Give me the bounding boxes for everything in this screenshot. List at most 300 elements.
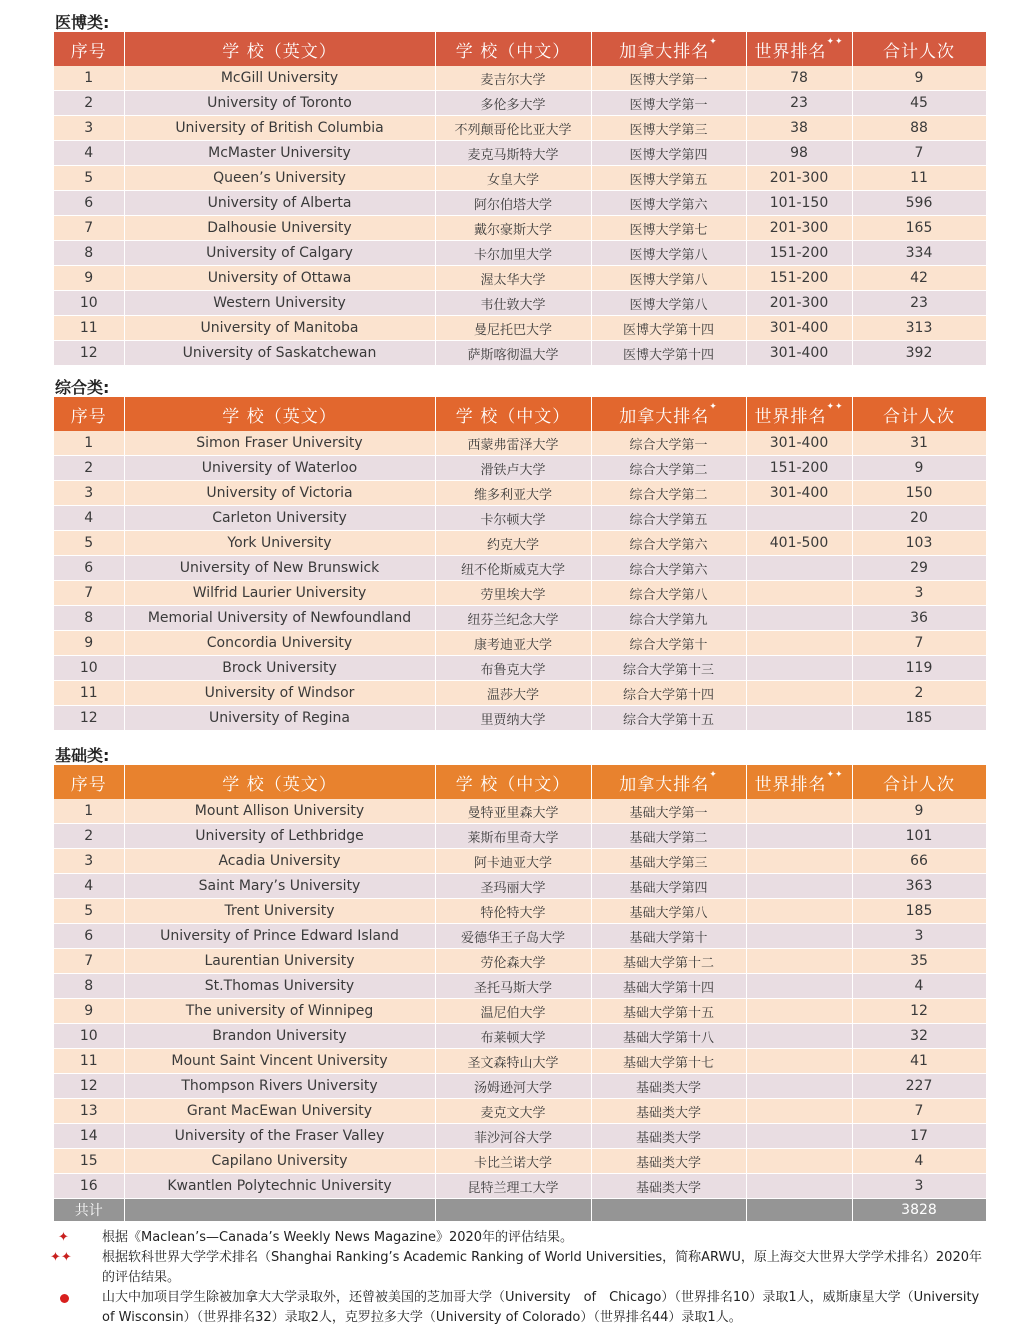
header-school-en: 学 校（英文） (124, 32, 435, 66)
cell-world-rank: 151-200 (746, 266, 852, 291)
section-title-medical: 医博类: (55, 13, 110, 32)
primary-table-body (54, 799, 986, 1199)
double-maple-leaf-icon: ✦✦ (826, 769, 844, 780)
cell-world-rank: 98 (746, 141, 852, 166)
cell-total: 9 (852, 66, 986, 91)
cell-index: 7 (54, 581, 124, 606)
cell-index: 3 (54, 481, 124, 506)
cell-total: 7 (852, 631, 986, 656)
header-school-en: 学 校（英文） (124, 397, 435, 431)
cell-canada-rank: 基础类大学 (591, 1149, 746, 1174)
cell-canada-rank: 综合大学第八 (591, 581, 746, 606)
cell-school-cn: 莱斯布里奇大学 (435, 824, 591, 849)
cell-canada-rank: 基础大学第十四 (591, 974, 746, 999)
cell-index: 10 (54, 291, 124, 316)
cell-index: 3 (54, 116, 124, 141)
cell-world-rank: 301-400 (746, 341, 852, 366)
cell-school-cn: 滑铁卢大学 (435, 456, 591, 481)
cell-total: 9 (852, 456, 986, 481)
cell-world-rank (746, 949, 852, 974)
cell-world-rank: 151-200 (746, 241, 852, 266)
cell-school-cn: 温尼伯大学 (435, 999, 591, 1024)
cell-world-rank: 23 (746, 91, 852, 116)
cell-canada-rank: 基础大学第三 (591, 849, 746, 874)
cell-school-cn: 渥太华大学 (435, 266, 591, 291)
header-canada-rank (591, 765, 746, 799)
cell-school-en: Wilfrid Laurier University (124, 581, 435, 606)
cell-world-rank: 401-500 (746, 531, 852, 556)
cell-school-cn: 曼特亚里森大学 (435, 799, 591, 824)
cell-index: 6 (54, 924, 124, 949)
total-empty-cell (746, 1199, 852, 1222)
cell-world-rank (746, 556, 852, 581)
cell-school-en: University of Regina (124, 706, 435, 731)
maple-leaf-icon: ✦ (709, 36, 718, 47)
cell-canada-rank: 综合大学第五 (591, 506, 746, 531)
cell-school-cn: 爱德华王子岛大学 (435, 924, 591, 949)
cell-school-en: Saint Mary’s University (124, 874, 435, 899)
header-total: 合计人次 (852, 32, 986, 66)
cell-canada-rank: 基础类大学 (591, 1124, 746, 1149)
cell-total: 88 (852, 116, 986, 141)
table-row (54, 581, 986, 606)
cell-school-cn: 康考迪亚大学 (435, 631, 591, 656)
cell-index: 7 (54, 216, 124, 241)
cell-total: 4 (852, 974, 986, 999)
cell-school-en: University of Calgary (124, 241, 435, 266)
table-header-row (54, 765, 986, 799)
cell-canada-rank: 综合大学第十 (591, 631, 746, 656)
cell-school-cn: 汤姆逊河大学 (435, 1074, 591, 1099)
header-index: 序号 (54, 765, 124, 799)
cell-total: 42 (852, 266, 986, 291)
cell-total: 392 (852, 341, 986, 366)
cell-index: 9 (54, 266, 124, 291)
cell-canada-rank: 基础类大学 (591, 1174, 746, 1199)
cell-canada-rank: 综合大学第六 (591, 531, 746, 556)
cell-school-en: York University (124, 531, 435, 556)
header-canada-rank-label: 加拿大排名 (619, 774, 710, 795)
cell-canada-rank: 基础大学第十五 (591, 999, 746, 1024)
cell-school-cn: 圣托马斯大学 (435, 974, 591, 999)
cell-canada-rank: 基础大学第十七 (591, 1049, 746, 1074)
cell-total: 12 (852, 999, 986, 1024)
table-row (54, 216, 986, 241)
cell-world-rank (746, 656, 852, 681)
cell-canada-rank: 基础类大学 (591, 1099, 746, 1124)
cell-school-cn: 纽不伦斯威克大学 (435, 556, 591, 581)
table-row (54, 706, 986, 731)
table-row (54, 431, 986, 456)
cell-canada-rank: 基础大学第四 (591, 874, 746, 899)
table-row (54, 506, 986, 531)
table-row (54, 681, 986, 706)
cell-world-rank: 151-200 (746, 456, 852, 481)
cell-canada-rank: 医博大学第一 (591, 66, 746, 91)
table-row (54, 556, 986, 581)
header-index: 序号 (54, 32, 124, 66)
cell-world-rank (746, 974, 852, 999)
cell-school-cn: 戴尔豪斯大学 (435, 216, 591, 241)
cell-total: 23 (852, 291, 986, 316)
cell-world-rank (746, 999, 852, 1024)
cell-school-cn: 温莎大学 (435, 681, 591, 706)
cell-school-en: St.Thomas University (124, 974, 435, 999)
cell-canada-rank: 基础大学第二 (591, 824, 746, 849)
cell-total: 7 (852, 141, 986, 166)
double-maple-leaf-icon: ✦✦ (826, 36, 844, 47)
cell-canada-rank: 综合大学第十四 (591, 681, 746, 706)
cell-world-rank (746, 581, 852, 606)
cell-index: 1 (54, 431, 124, 456)
table-row (54, 481, 986, 506)
cell-index: 8 (54, 241, 124, 266)
table-row (54, 116, 986, 141)
cell-world-rank: 201-300 (746, 291, 852, 316)
cell-world-rank (746, 799, 852, 824)
cell-school-en: Memorial University of Newfoundland (124, 606, 435, 631)
cell-canada-rank: 医博大学第五 (591, 166, 746, 191)
cell-canada-rank: 医博大学第八 (591, 291, 746, 316)
cell-world-rank (746, 849, 852, 874)
cell-school-en: Kwantlen Polytechnic University (124, 1174, 435, 1199)
cell-world-rank: 38 (746, 116, 852, 141)
cell-world-rank (746, 506, 852, 531)
cell-canada-rank: 基础大学第十八 (591, 1024, 746, 1049)
header-canada-rank-label: 加拿大排名 (619, 41, 710, 62)
cell-index: 11 (54, 1049, 124, 1074)
cell-index: 2 (54, 456, 124, 481)
cell-school-cn: 劳里埃大学 (435, 581, 591, 606)
header-school-cn: 学 校（中文） (435, 397, 591, 431)
cell-canada-rank: 基础大学第十二 (591, 949, 746, 974)
cell-school-cn: 女皇大学 (435, 166, 591, 191)
cell-index: 6 (54, 556, 124, 581)
cell-world-rank: 78 (746, 66, 852, 91)
table-row (54, 341, 986, 366)
cell-world-rank (746, 1124, 852, 1149)
cell-index: 9 (54, 631, 124, 656)
table-row (54, 1074, 986, 1099)
cell-canada-rank: 医博大学第十四 (591, 316, 746, 341)
cell-school-cn: 麦克马斯特大学 (435, 141, 591, 166)
cell-total: 363 (852, 874, 986, 899)
cell-school-cn: 布莱顿大学 (435, 1024, 591, 1049)
cell-school-en: Acadia University (124, 849, 435, 874)
cell-world-rank (746, 899, 852, 924)
comprehensive-table (54, 397, 987, 731)
cell-index: 2 (54, 91, 124, 116)
cell-canada-rank: 医博大学第十四 (591, 341, 746, 366)
bullet-dot-icon (60, 1294, 69, 1303)
cell-school-en: University of Ottawa (124, 266, 435, 291)
table-row (54, 316, 986, 341)
footnote-us-admissions (80, 1288, 990, 1328)
cell-total: 313 (852, 316, 986, 341)
cell-index: 12 (54, 341, 124, 366)
medical-table (54, 32, 987, 366)
cell-world-rank (746, 824, 852, 849)
cell-world-rank: 101-150 (746, 191, 852, 216)
header-world-rank (746, 397, 852, 431)
cell-total: 119 (852, 656, 986, 681)
table-row (54, 291, 986, 316)
cell-school-cn: 阿尔伯塔大学 (435, 191, 591, 216)
cell-index: 16 (54, 1174, 124, 1199)
cell-world-rank (746, 1174, 852, 1199)
cell-school-en: Mount Allison University (124, 799, 435, 824)
cell-world-rank: 301-400 (746, 316, 852, 341)
cell-world-rank: 201-300 (746, 166, 852, 191)
cell-total: 11 (852, 166, 986, 191)
cell-index: 11 (54, 681, 124, 706)
cell-school-cn: 曼尼托巴大学 (435, 316, 591, 341)
table-row (54, 66, 986, 91)
cell-school-en: University of Victoria (124, 481, 435, 506)
cell-total: 7 (852, 1099, 986, 1124)
cell-canada-rank: 医博大学第八 (591, 241, 746, 266)
cell-school-en: Grant MacEwan University (124, 1099, 435, 1124)
cell-total: 185 (852, 706, 986, 731)
cell-world-rank: 301-400 (746, 481, 852, 506)
cell-world-rank (746, 631, 852, 656)
cell-school-en: University of the Fraser Valley (124, 1124, 435, 1149)
cell-world-rank (746, 1099, 852, 1124)
cell-school-cn: 西蒙弗雷泽大学 (435, 431, 591, 456)
cell-index: 15 (54, 1149, 124, 1174)
cell-school-en: Thompson Rivers University (124, 1074, 435, 1099)
total-row (54, 1199, 986, 1222)
cell-school-cn: 麦吉尔大学 (435, 66, 591, 91)
comprehensive-table-body (54, 431, 986, 731)
table-row (54, 166, 986, 191)
table-row (54, 241, 986, 266)
cell-world-rank (746, 1024, 852, 1049)
header-world-rank-label: 世界排名 (754, 774, 827, 795)
header-world-rank-label: 世界排名 (754, 41, 827, 62)
cell-total: 4 (852, 1149, 986, 1174)
cell-school-cn: 卡尔顿大学 (435, 506, 591, 531)
cell-total: 101 (852, 824, 986, 849)
table-row (54, 656, 986, 681)
cell-index: 6 (54, 191, 124, 216)
header-school-en: 学 校（英文） (124, 765, 435, 799)
medical-table-body (54, 66, 986, 366)
cell-school-en: The university of Winnipeg (124, 999, 435, 1024)
cell-index: 5 (54, 531, 124, 556)
header-total: 合计人次 (852, 765, 986, 799)
header-total: 合计人次 (852, 397, 986, 431)
cell-school-cn: 麦克文大学 (435, 1099, 591, 1124)
table-row (54, 91, 986, 116)
table-row (54, 874, 986, 899)
table-row (54, 531, 986, 556)
header-school-cn: 学 校（中文） (435, 765, 591, 799)
total-empty-cell (124, 1199, 435, 1222)
cell-total: 227 (852, 1074, 986, 1099)
cell-total: 29 (852, 556, 986, 581)
cell-world-rank (746, 924, 852, 949)
cell-school-cn: 昆特兰理工大学 (435, 1174, 591, 1199)
cell-total: 9 (852, 799, 986, 824)
cell-world-rank (746, 606, 852, 631)
cell-canada-rank: 基础大学第十 (591, 924, 746, 949)
cell-school-cn: 卡比兰诺大学 (435, 1149, 591, 1174)
cell-world-rank (746, 1074, 852, 1099)
cell-canada-rank: 医博大学第三 (591, 116, 746, 141)
cell-world-rank: 201-300 (746, 216, 852, 241)
cell-canada-rank: 基础大学第一 (591, 799, 746, 824)
cell-total: 165 (852, 216, 986, 241)
table-row (54, 849, 986, 874)
cell-total: 596 (852, 191, 986, 216)
cell-canada-rank: 综合大学第十五 (591, 706, 746, 731)
cell-canada-rank: 综合大学第九 (591, 606, 746, 631)
footnote-arwu (50, 1248, 990, 1288)
header-school-cn: 学 校（中文） (435, 32, 591, 66)
cell-school-en: Mount Saint Vincent University (124, 1049, 435, 1074)
cell-index: 1 (54, 799, 124, 824)
cell-index: 4 (54, 874, 124, 899)
cell-total: 45 (852, 91, 986, 116)
cell-index: 1 (54, 66, 124, 91)
footnote-maclean (58, 1228, 990, 1248)
cell-school-cn: 萨斯喀彻温大学 (435, 341, 591, 366)
cell-school-en: University of Saskatchewan (124, 341, 435, 366)
cell-total: 32 (852, 1024, 986, 1049)
table-row (54, 191, 986, 216)
cell-school-en: University of Prince Edward Island (124, 924, 435, 949)
cell-total: 66 (852, 849, 986, 874)
cell-world-rank (746, 1149, 852, 1174)
cell-index: 10 (54, 656, 124, 681)
cell-total: 3 (852, 581, 986, 606)
cell-school-en: University of Alberta (124, 191, 435, 216)
total-label: 共计 (54, 1199, 124, 1222)
cell-index: 8 (54, 606, 124, 631)
cell-canada-rank: 医博大学第七 (591, 216, 746, 241)
cell-total: 2 (852, 681, 986, 706)
cell-index: 7 (54, 949, 124, 974)
cell-canada-rank: 医博大学第一 (591, 91, 746, 116)
cell-index: 14 (54, 1124, 124, 1149)
table-row (54, 799, 986, 824)
table-row (54, 456, 986, 481)
cell-index: 11 (54, 316, 124, 341)
cell-school-en: Brandon University (124, 1024, 435, 1049)
cell-school-en: Capilano University (124, 1149, 435, 1174)
double-maple-leaf-icon: ✦✦ (50, 1250, 72, 1265)
cell-school-en: University of New Brunswick (124, 556, 435, 581)
table-row (54, 141, 986, 166)
primary-table (54, 765, 987, 1222)
cell-index: 5 (54, 166, 124, 191)
cell-school-cn: 劳伦森大学 (435, 949, 591, 974)
cell-school-cn: 纽芬兰纪念大学 (435, 606, 591, 631)
table-row (54, 631, 986, 656)
table-row (54, 824, 986, 849)
cell-world-rank (746, 706, 852, 731)
cell-school-cn: 菲沙河谷大学 (435, 1124, 591, 1149)
cell-total: 31 (852, 431, 986, 456)
table-row (54, 924, 986, 949)
cell-total: 20 (852, 506, 986, 531)
cell-total: 334 (852, 241, 986, 266)
cell-index: 3 (54, 849, 124, 874)
table-row (54, 1024, 986, 1049)
cell-total: 103 (852, 531, 986, 556)
cell-canada-rank: 基础大学第八 (591, 899, 746, 924)
cell-school-cn: 圣玛丽大学 (435, 874, 591, 899)
cell-school-cn: 不列颠哥伦比亚大学 (435, 116, 591, 141)
cell-school-cn: 韦仕敦大学 (435, 291, 591, 316)
cell-canada-rank: 医博大学第四 (591, 141, 746, 166)
table-row (54, 1124, 986, 1149)
cell-school-en: McGill University (124, 66, 435, 91)
header-canada-rank-label: 加拿大排名 (619, 406, 710, 427)
table-row (54, 606, 986, 631)
cell-school-en: University of Toronto (124, 91, 435, 116)
cell-school-en: University of Lethbridge (124, 824, 435, 849)
cell-school-en: Brock University (124, 656, 435, 681)
header-canada-rank (591, 397, 746, 431)
cell-world-rank: 301-400 (746, 431, 852, 456)
table-row (54, 974, 986, 999)
header-world-rank (746, 765, 852, 799)
header-canada-rank (591, 32, 746, 66)
cell-canada-rank: 综合大学第十三 (591, 656, 746, 681)
cell-school-cn: 卡尔加里大学 (435, 241, 591, 266)
cell-school-en: Dalhousie University (124, 216, 435, 241)
cell-school-en: Queen’s University (124, 166, 435, 191)
maple-leaf-icon: ✦ (709, 769, 718, 780)
cell-total: 35 (852, 949, 986, 974)
footnote-text: 根据软科世界大学学术排名（Shanghai Ranking’s Academic Ranking of World Universities，简称ARWU，原上海交大世界大学学术排名）2020年的评估结果。 (102, 1250, 982, 1285)
cell-canada-rank: 基础类大学 (591, 1074, 746, 1099)
cell-world-rank (746, 1049, 852, 1074)
cell-canada-rank: 综合大学第二 (591, 481, 746, 506)
cell-index: 4 (54, 506, 124, 531)
cell-canada-rank: 综合大学第六 (591, 556, 746, 581)
total-empty-cell (435, 1199, 591, 1222)
maple-leaf-icon: ✦ (58, 1230, 69, 1245)
cell-school-en: Trent University (124, 899, 435, 924)
cell-school-en: Laurentian University (124, 949, 435, 974)
table-row (54, 1049, 986, 1074)
section-title-primary: 基础类: (55, 746, 110, 765)
cell-school-en: Concordia University (124, 631, 435, 656)
cell-total: 3 (852, 1174, 986, 1199)
footnotes (50, 1228, 990, 1328)
total-value: 3828 (852, 1199, 986, 1222)
section-title-comprehensive: 综合类: (55, 378, 110, 397)
cell-school-cn: 维多利亚大学 (435, 481, 591, 506)
cell-school-cn: 约克大学 (435, 531, 591, 556)
footnote-text: 根据《Maclean’s—Canada’s Weekly News Magazine》2020年的评估结果。 (102, 1230, 574, 1245)
table-row (54, 949, 986, 974)
cell-canada-rank: 医博大学第六 (591, 191, 746, 216)
cell-total: 41 (852, 1049, 986, 1074)
maple-leaf-icon: ✦ (709, 401, 718, 412)
header-index: 序号 (54, 397, 124, 431)
cell-school-en: University of Waterloo (124, 456, 435, 481)
cell-school-en: University of Windsor (124, 681, 435, 706)
cell-index: 2 (54, 824, 124, 849)
cell-school-cn: 圣文森特山大学 (435, 1049, 591, 1074)
cell-school-cn: 多伦多大学 (435, 91, 591, 116)
table-row (54, 1174, 986, 1199)
cell-total: 36 (852, 606, 986, 631)
